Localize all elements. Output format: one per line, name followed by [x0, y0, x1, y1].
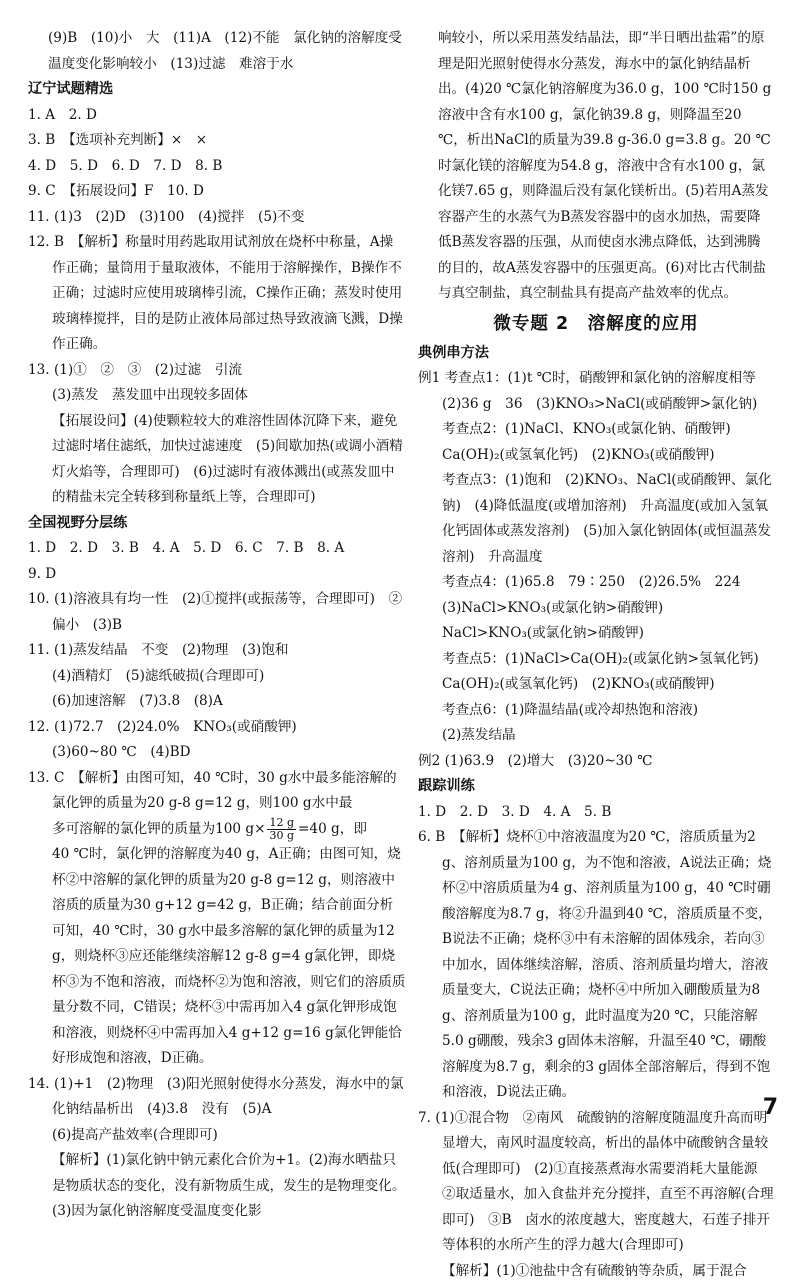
- section-heading: 辽宁试题精选: [28, 77, 406, 103]
- answer-line-fraction: [28, 817, 406, 843]
- left-column: [28, 26, 406, 1225]
- answer-continuation: (6)提高产盐效率(合理即可): [28, 1123, 406, 1149]
- answer-item: 1. D 2. D 3. B 4. A 5. D 6. C 7. B 8. A: [28, 536, 406, 562]
- answer-item: 10. (1)溶液具有均一性 (2)①搅拌(或振荡等，合理即可) ②偏小 (3)B: [28, 587, 406, 638]
- answer-continuation: 考查点3：(1)饱和 (2)KNO₃、NaCl(或硝酸钾、氯化钠) (4)降低温度(或增加溶剂) 升高温度(或加入氢氧化钙固体或蒸发溶剂) (5)加入氯化钠固体(或恒温蒸发溶剂) 升高温度: [418, 468, 774, 570]
- answer-continuation: (9)B (10)小 大 (11)A (12)不能 氯化钠的溶解度受温度变化影响较小 (13)过滤 难溶于水: [28, 26, 406, 77]
- answer-item: 12. B 【解析】称量时用药匙取用试剂放在烧杯中称量，A操作正确；量筒用于量取液体，不能用于溶解操作，B操作不正确；过滤时应使用玻璃棒引流，C操作正确；蒸发时使用玻璃棒搅拌，目的是防止液体局部过热导致液滴飞溅，D操作正确。: [28, 230, 406, 358]
- answer-item: 14. (1)+1 (2)物理 (3)阳光照射使得水分蒸发，海水中的氯化钠结晶析出 (4)3.8 没有 (5)A: [28, 1072, 406, 1123]
- answer-item: 11. (1)蒸发结晶 不变 (2)物理 (3)饱和: [28, 638, 406, 664]
- page-number: 7: [763, 1095, 778, 1120]
- answer-item: 13. C 【解析】由图可知，40 ℃时，30 g水中最多能溶解的氯化钾的质量为20 g-8 g=12 g，则100 g水中最: [28, 766, 406, 817]
- fraction-suffix: =40 g，即: [298, 821, 367, 837]
- answer-continuation: (3)蒸发 蒸发皿中出现较多固体: [28, 383, 406, 409]
- answer-continuation: (2)蒸发结晶: [418, 723, 774, 749]
- answer-continuation: 【解析】(1)①池盐中含有硫酸钠等杂质，属于混合: [418, 1259, 774, 1284]
- section-heading: 跟踪训练: [418, 774, 774, 800]
- answer-item: 1. A 2. D: [28, 103, 406, 129]
- answer-continuation: 响较小，所以采用蒸发结晶法，即“半日晒出盐霜”的原理是阳光照射使得水分蒸发，海水中的氯化钠结晶析出。(4)20 ℃氯化钠溶解度为36.0 g，100 ℃时150 g溶液中含有水100 g，氯化钠39.8 g，则降温至20 ℃，析出NaCl的质量为39.8 g-36.0 g=3.8 g。20 ℃时氯化镁的溶解度为54.8 g，溶液中含有水100 g，氯化镁7.65 g，则降温后没有氯化镁析出。(5)若用A蒸发容器产生的水蒸气为B蒸发容器中的卤水加热，需要降低B蒸发容器的压强，从而使卤水沸点降低，达到沸腾的目的，故A蒸发容器中的压强更高。(6)对比古代制盐与真空制盐，真空制盐具有提高产盐效率的优点。: [418, 26, 774, 307]
- answer-continuation: (3)60~80 ℃ (4)BD: [28, 740, 406, 766]
- answer-item: 例1 考查点1：(1)t ℃时，硝酸钾和氯化钠的溶解度相等 (2)36 g 36 (3)KNO₃>NaCl(或硝酸钾>氯化钠): [418, 366, 774, 417]
- answer-continuation: (6)加速溶解 (7)3.8 (8)A: [28, 689, 406, 715]
- answer-item: 4. D 5. D 6. D 7. D 8. B: [28, 154, 406, 180]
- fraction-numerator: 12 g: [267, 817, 296, 830]
- answer-item: 1. D 2. D 3. D 4. A 5. B: [418, 800, 774, 826]
- answer-item: 6. B 【解析】烧杯①中溶液温度为20 ℃，溶质质量为2 g、溶剂质量为100 g，为不饱和溶液，A说法正确；烧杯②中溶质质量为4 g、溶剂质量为100 g，40 ℃时硼酸溶解度为8.7 g，将②升温到40 ℃，溶质质量不变，B说法不正确；烧杯③中有未溶解的固体残余，若向③中加水，固体继续溶解，溶质、溶剂质量均增大，溶液质量变大，C说法正确；烧杯④中所加入硼酸质量为8 g、溶剂质量为100 g，此时温度为20 ℃，只能溶解5.0 g硼酸，残余3 g固体未溶解，升温至40 ℃，硼酸溶解度为8.7 g，剩余的3 g固体全部溶解后，得到不饱和溶液，D说法正确。: [418, 825, 774, 1106]
- answer-continuation: 【解析】(1)氯化钠中钠元素化合价为+1。(2)海水晒盐只是物质状态的变化，没有新物质生成，发生的是物理变化。(3)因为氯化钠溶解度受温度变化影: [28, 1148, 406, 1225]
- answer-item: 9. C 【拓展设问】F 10. D: [28, 179, 406, 205]
- answer-continuation: (4)酒精灯 (5)滤纸破损(合理即可): [28, 664, 406, 690]
- right-column: [418, 26, 774, 1284]
- answer-item: 9. D: [28, 562, 406, 588]
- answer-continuation: 考查点2：(1)NaCl、KNO₃(或氯化钠、硝酸钾) Ca(OH)₂(或氢氧化钙) (2)KNO₃(或硝酸钾): [418, 417, 774, 468]
- section-heading: 全国视野分层练: [28, 511, 406, 537]
- answer-item: 7. (1)①混合物 ②南风 硫酸钠的溶解度随温度升高而明显增大，南风时温度较高，析出的晶体中硫酸钠含量较低(合理即可) (2)①直接蒸煮海水需要消耗大量能源 ②取适量水，加入食盐并充分搅拌，直至不再溶解(合理即可) ③B 卤水的浓度越大，密度越大，石莲子排开等体积的水所产生的浮力越大(合理即可): [418, 1106, 774, 1259]
- topic-title: 微专题 2 溶解度的应用: [418, 307, 774, 341]
- fraction: [267, 817, 296, 842]
- answer-item: 3. B 【选项补充判断】× ×: [28, 128, 406, 154]
- answer-continuation: 考查点4：(1)65.8 79∶250 (2)26.5% 224 (3)NaCl>KNO₃(或氯化钠>硝酸钾) NaCl>KNO₃(或氯化钠>硝酸钾): [418, 570, 774, 647]
- answer-item: 11. (1)3 (2)D (3)100 (4)搅拌 (5)不变: [28, 205, 406, 231]
- answer-continuation: 40 ℃时，氯化钾的溶解度为40 g，A正确；由图可知，烧杯②中溶解的氯化钾的质量为20 g-8 g=12 g，则溶液中溶质的质量为30 g+12 g=42 g，B正确；结合前面分析可知，40 ℃时，30 g水中最多溶解的氯化钾的质量为12 g，则烧杯③应还能继续溶解12 g-8 g=4 g氯化钾，即烧杯③为不饱和溶液，而烧杯②为饱和溶液，则它们的溶质质量分数不同，C错误；烧杯③中需再加入4 g氯化钾形成饱和溶液，则烧杯④中需再加入4 g+12 g=16 g氯化钾能恰好形成饱和溶液，D正确。: [28, 842, 406, 1072]
- section-heading: 典例串方法: [418, 341, 774, 367]
- answer-item: 12. (1)72.7 (2)24.0% KNO₃(或硝酸钾): [28, 715, 406, 741]
- answer-item: 13. (1)① ② ③ (2)过滤 引流: [28, 358, 406, 384]
- answer-continuation: 考查点5：(1)NaCl>Ca(OH)₂(或氯化钠>氢氧化钙) Ca(OH)₂(或氢氧化钙) (2)KNO₃(或硝酸钾): [418, 647, 774, 698]
- fraction-prefix: 多可溶解的氯化钾的质量为100 g×: [52, 821, 265, 837]
- fraction-denominator: 30 g: [267, 830, 296, 842]
- answer-continuation: 考查点6：(1)降温结晶(或冷却热饱和溶液): [418, 698, 774, 724]
- answer-item: 例2 (1)63.9 (2)增大 (3)20~30 ℃: [418, 749, 774, 775]
- answer-continuation: 【拓展设问】(4)使颗粒较大的难溶性固体沉降下来，避免过滤时堵住滤纸，加快过滤速度 (5)间歇加热(或调小酒精灯火焰等，合理即可) (6)过滤时有液体溅出(或蒸发皿中的精盐未完全转移到称量纸上等，合理即可): [28, 409, 406, 511]
